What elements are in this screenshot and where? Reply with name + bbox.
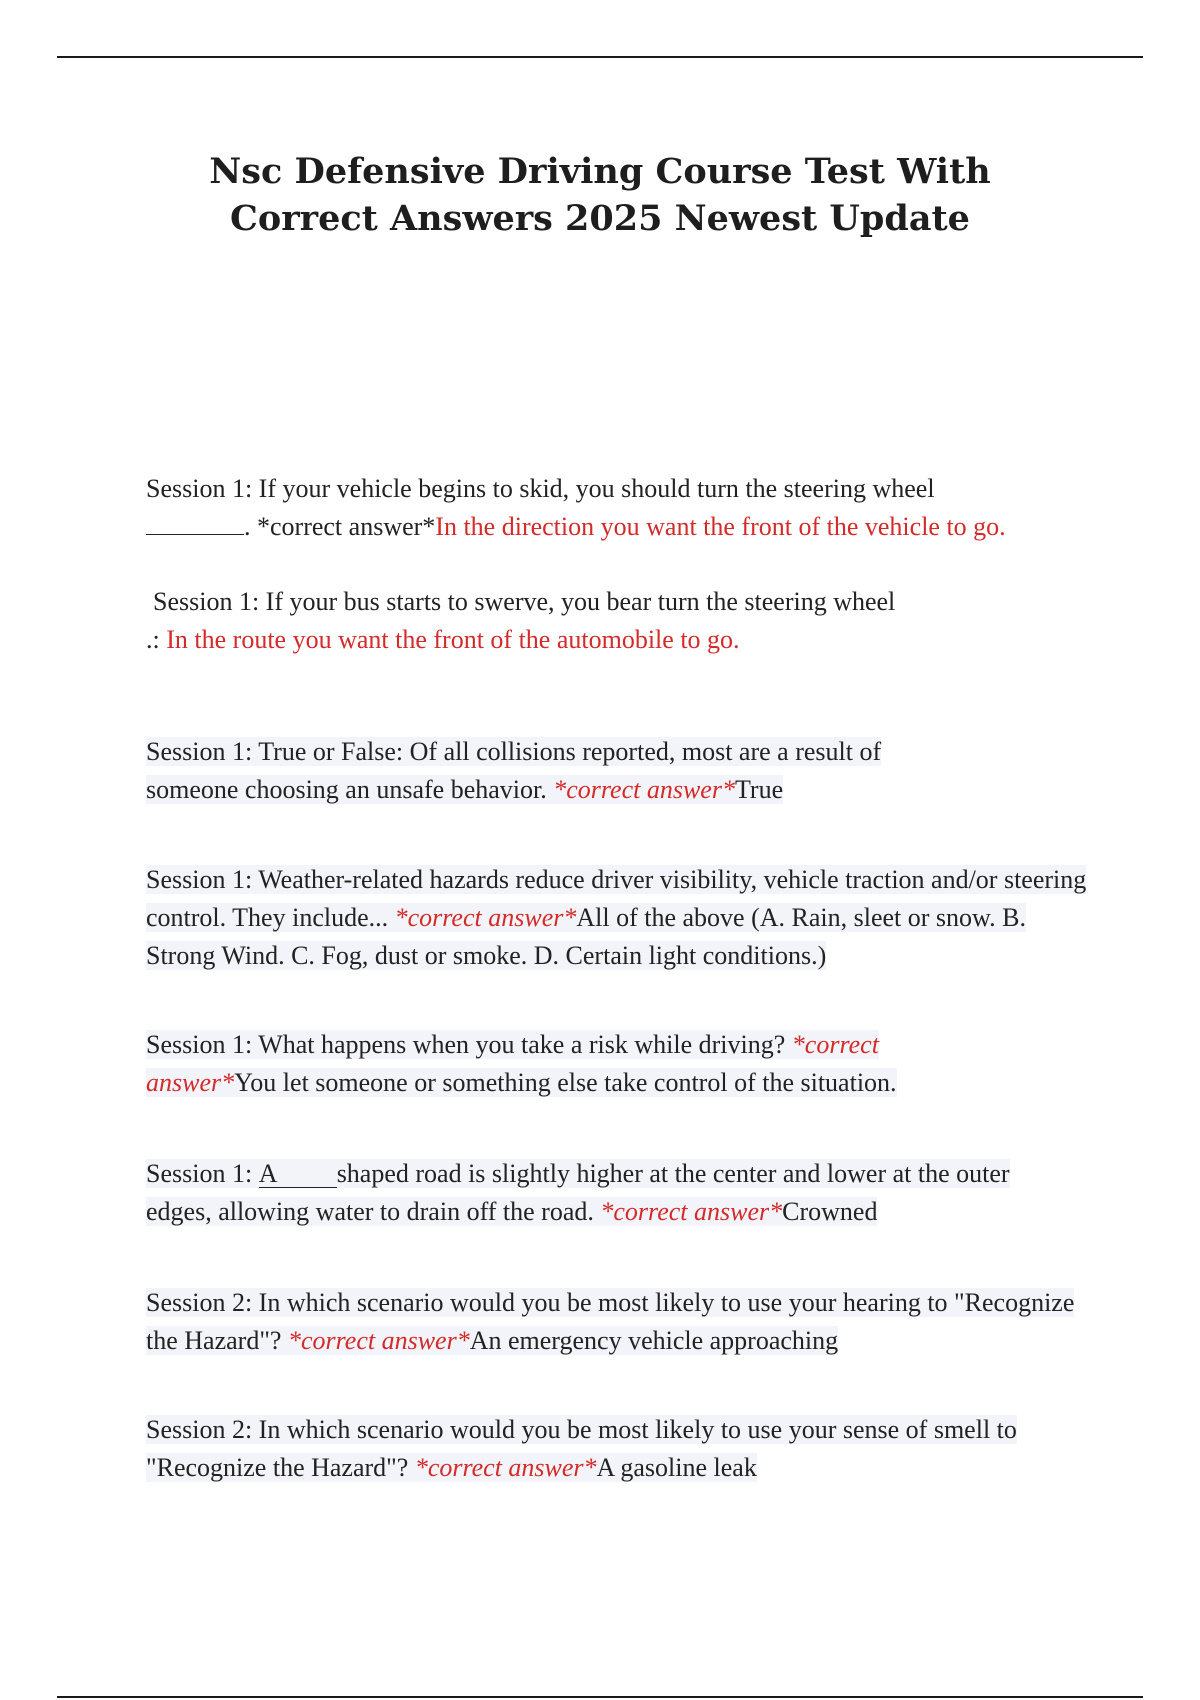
answer-text: All of the above (A. Rain, sleet or snow. B. Strong Wind. C. Fog, dust or smoke. D. Certain light conditions.) — [146, 903, 1026, 970]
question-text: Session 1: If your vehicle begins to skid, you should turn the steering wheel — [146, 474, 935, 503]
question-text: Session 1: What happens when you take a risk while driving? — [146, 1030, 792, 1059]
qa-item-1 — [146, 470, 1096, 546]
qa-item-6 — [146, 1155, 1026, 1231]
answer-text: You let someone or something else take control of the situation. — [234, 1068, 897, 1097]
top-rule — [57, 56, 1143, 58]
answer-marker: *correct answer* — [553, 775, 735, 804]
answer-marker: *correct answer* — [414, 1453, 597, 1482]
answer-marker: *correct answer* — [394, 903, 577, 932]
qa-item-3 — [146, 733, 956, 809]
answer-text: In the route you want the front of the automobile to go. — [166, 625, 740, 654]
answer-blank — [146, 510, 244, 535]
question-text: Session 1: True or False: Of all collisions reported, most are a result of someone choosing an unsafe behavior. — [146, 737, 882, 804]
qa-item-2 — [146, 583, 1096, 659]
question-text: Session 1: Weather-related hazards reduce driver visibility, vehicle traction and/or steering control. They include... — [146, 865, 1087, 932]
answer-text: An emergency vehicle approaching — [469, 1326, 839, 1355]
answer-text: A gasoline leak — [596, 1453, 757, 1482]
qa-item-5 — [146, 1026, 986, 1102]
question-text: Session 1: — [146, 1159, 259, 1188]
title-line-2: Correct Answers 2025 Newest Update — [230, 198, 970, 239]
answer-marker: . *correct answer* — [244, 512, 436, 541]
answer-marker: *correct answer* — [146, 1030, 879, 1097]
answer-text: True — [734, 775, 784, 804]
bottom-rule — [57, 1696, 1143, 1698]
title-line-1: Nsc Defensive Driving Course Test With — [209, 151, 991, 192]
question-text-cont: shaped road is slightly higher at the center and lower at the outer edges, allowing water to drain off the road. — [146, 1159, 1010, 1226]
question-text: Session 2: In which scenario would you be most likely to use your sense of smell to "Recognize the Hazard"? — [146, 1415, 1017, 1482]
answer-marker: *correct answer* — [600, 1197, 783, 1226]
question-text: Session 1: If your bus starts to swerve, you bear turn the steering wheel — [153, 587, 896, 616]
page-title — [100, 148, 1100, 242]
question-text: Session 2: In which scenario would you be most likely to use your hearing to "Recognize the Hazard"? — [146, 1288, 1075, 1355]
answer-prefix: .: — [146, 625, 167, 654]
answer-marker: *correct answer* — [287, 1326, 470, 1355]
qa-item-7 — [146, 1284, 1086, 1360]
qa-item-8 — [146, 1411, 1096, 1487]
underlined-blank: A — [259, 1161, 337, 1188]
qa-item-4 — [146, 861, 1096, 975]
answer-text: In the direction you want the front of the vehicle to go. — [435, 512, 1006, 541]
answer-text: Crowned — [782, 1197, 878, 1226]
